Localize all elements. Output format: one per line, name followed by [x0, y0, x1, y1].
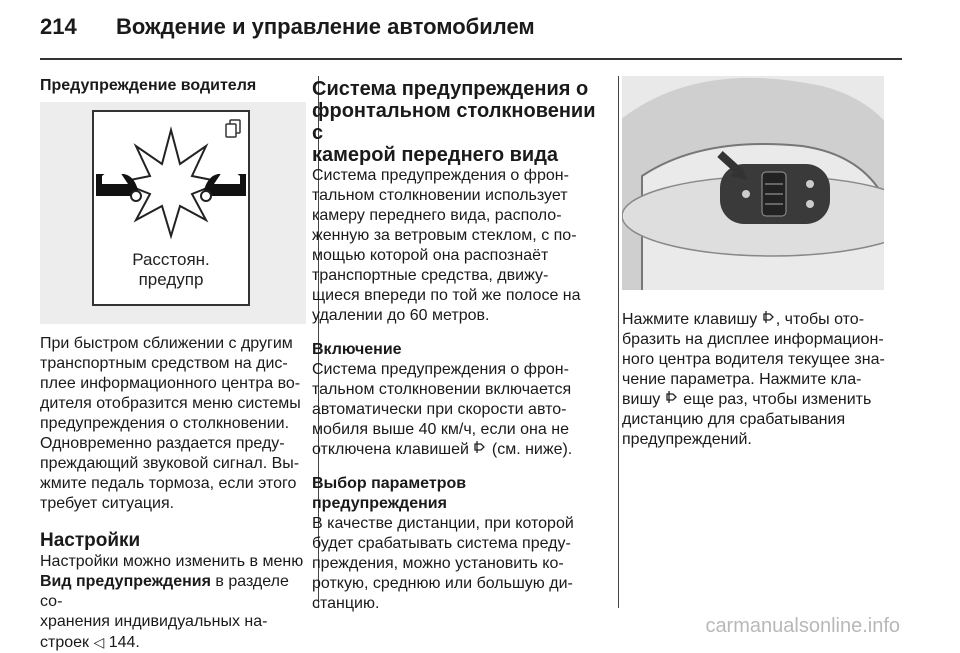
text-line: бразить на дисплее информацион- [622, 331, 884, 348]
text-line: требует ситуация. [40, 495, 175, 512]
text-line: тальном столкновении использует [312, 187, 568, 204]
text-line: предупреждения о столкновении. [40, 415, 290, 432]
text-line: жмите педаль тормоза, если этого [40, 475, 297, 492]
text-span: , чтобы ото- [775, 311, 865, 328]
text-line: Система предупреждения о фрон- [312, 361, 569, 378]
text-line: камеру переднего вида, располо- [312, 207, 562, 224]
heading-line: камерой переднего вида [312, 144, 559, 166]
text-line: транспортные средства, движу- [312, 267, 549, 284]
text-line [622, 310, 904, 330]
text-line: предупреждений. [622, 431, 752, 448]
section-heading [312, 78, 604, 166]
select-paragraph [312, 514, 604, 614]
enable-heading: Включение [312, 341, 402, 358]
text-line: преждения, можно установить ко- [312, 555, 564, 572]
text-line: чение параметра. Нажмите кла- [622, 371, 862, 388]
heading-line: предупреждения [312, 495, 447, 512]
enable-paragraph [312, 360, 604, 460]
collision-alert-button-icon [473, 440, 487, 454]
header-rule [40, 58, 902, 60]
text-line: При быстром сближении с другим [40, 335, 293, 352]
heading-line: Система предупреждения о [312, 78, 589, 100]
car-left-icon [96, 172, 141, 202]
text-line: мобиля выше 40 км/ч, если она не [312, 421, 569, 438]
steering-wheel-illustration [622, 76, 884, 290]
page-ref-icon[interactable]: ◁ [93, 634, 105, 650]
text-span: отключена клавишей [312, 441, 474, 458]
display-line-1: Расстоян. [132, 250, 210, 269]
display-line-2: предупр [138, 270, 204, 289]
text-line: станцию. [312, 595, 380, 612]
text-line: Система предупреждения о фрон- [312, 167, 569, 184]
text-line: щиеся впереди по той же полосе на [312, 287, 581, 304]
text-line: транспортным средством на дис- [40, 355, 288, 372]
text-line: тальном столкновении включается [312, 381, 572, 398]
text-line: хранения индивидуальных на- [40, 613, 268, 630]
text-line: женную за ветровым стеклом, с по- [312, 227, 577, 244]
text-line: удалении до 60 метров. [312, 307, 490, 324]
watermark: carmanualsonline.info [705, 615, 900, 637]
select-heading [312, 474, 604, 514]
text-line: Одновременно раздается преду- [40, 435, 285, 452]
page-ref-link[interactable]: 144. [104, 634, 140, 651]
page-title: Вождение и управление автомобилем [116, 14, 535, 39]
page-number: 214 [40, 14, 77, 39]
impact-burst-icon [120, 130, 222, 236]
text-line: преждающий звуковой сигнал. Вы- [40, 455, 300, 472]
warning-display-figure [40, 102, 306, 324]
text-line [40, 632, 306, 653]
intro-paragraph [40, 334, 306, 514]
text-span: строек [40, 634, 94, 651]
text-line: ного центра водителя текущее зна- [622, 351, 885, 368]
text-line: Настройки можно изменить в меню [40, 553, 304, 570]
text-line [312, 440, 604, 460]
text-span: Нажмите клавишу [622, 311, 762, 328]
collision-alert-button-icon [665, 390, 679, 404]
text-line: мощью которой она распознаёт [312, 247, 549, 264]
menu-name: Вид предупреждения [40, 573, 211, 590]
heading-line: Выбор параметров [312, 475, 467, 492]
text-span: вишу [622, 391, 665, 408]
heading-line: фронтальном столкновении с [312, 100, 596, 144]
steering-wheel-figure [622, 76, 884, 290]
text-line: В качестве дистанции, при которой [312, 515, 574, 532]
text-line: автоматически при скорости авто- [312, 401, 567, 418]
car-right-icon [201, 172, 246, 202]
column-divider-2 [618, 76, 619, 608]
description-paragraph [312, 166, 604, 326]
section-subhead: Предупреждение водителя [40, 77, 257, 94]
text-line [40, 572, 306, 612]
settings-heading: Настройки [40, 530, 141, 551]
text-line [622, 390, 904, 410]
text-span: в разделе со- [40, 573, 289, 610]
text-span: (см. ниже). [487, 441, 573, 458]
text-line: роткую, среднюю или большую ди- [312, 575, 573, 592]
text-line: дистанцию для срабатывания [622, 411, 846, 428]
text-line: плее информационного центра во- [40, 375, 301, 392]
display-screen [92, 110, 250, 306]
column-right [622, 76, 904, 450]
column-left [40, 76, 306, 653]
collision-alert-button-icon [762, 310, 776, 324]
text-line: будет срабатывать система преду- [312, 535, 571, 552]
instruction-paragraph [622, 310, 904, 450]
page-header [40, 14, 535, 40]
text-line: дителя отобразится меню системы [40, 395, 301, 412]
column-middle [312, 78, 604, 614]
copy-icon [226, 120, 240, 137]
text-span: еще раз, чтобы изменить [678, 391, 872, 408]
